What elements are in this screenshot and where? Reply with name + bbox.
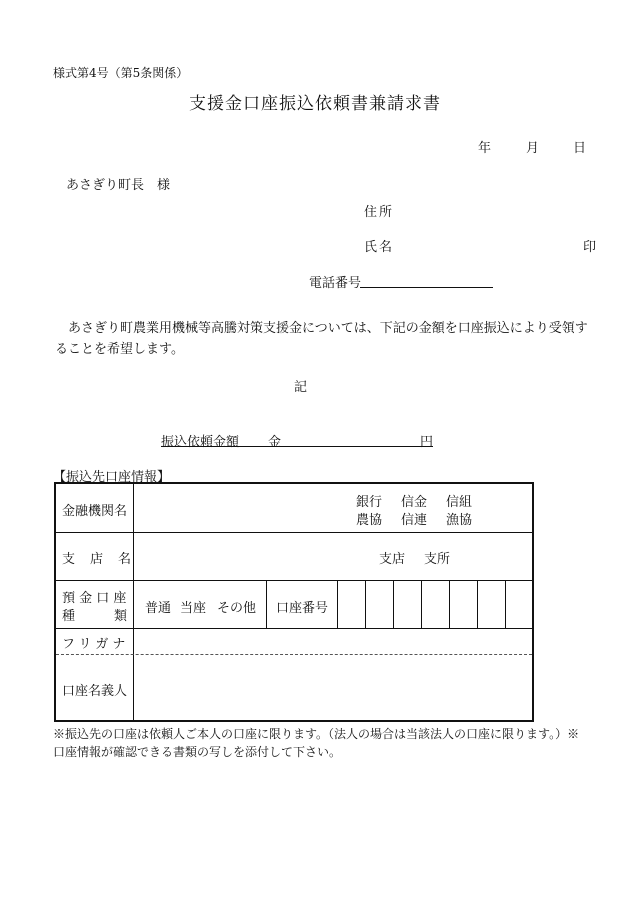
account-digit-box[interactable]	[365, 580, 366, 628]
form-number: 様式第4号（第5条関係）	[53, 66, 189, 80]
phone-field-line[interactable]	[360, 287, 493, 288]
addressee: あさぎり町長 様	[66, 178, 171, 193]
date-year-label: 年	[478, 141, 492, 156]
branch-type-shisho: 支所	[424, 552, 451, 567]
account-section-label: 【振込先口座情報】	[53, 470, 171, 485]
account-digit-box[interactable]	[477, 580, 478, 628]
amount-field-line[interactable]	[161, 446, 433, 447]
amount-kin: 金	[268, 435, 282, 450]
row-divider	[56, 580, 532, 581]
phone-label: 電話番号	[309, 276, 362, 291]
deposit-option-toza[interactable]: 当座	[180, 601, 207, 616]
name-label: 氏名	[364, 240, 395, 255]
account-digit-box[interactable]	[393, 580, 394, 628]
cell-divider	[337, 580, 338, 628]
date-month-label: 月	[526, 141, 540, 156]
amount-label: 振込依頼金額	[161, 435, 240, 450]
label-column-divider	[133, 484, 134, 720]
bank-name-label: 金融機関名	[62, 504, 128, 519]
deposit-option-other[interactable]: その他	[217, 601, 257, 616]
document-title: 支援金口座振込依頼書兼請求書	[189, 94, 441, 114]
ki-heading: 記	[294, 380, 308, 395]
address-label: 住所	[364, 205, 395, 220]
note-line-1: ※振込先の口座は依頼人ご本人の口座に限ります。（法人の場合は当該法人の口座に限ります。）※	[53, 727, 580, 741]
seal-mark: 印	[583, 240, 597, 255]
date-day-label: 日	[573, 141, 587, 156]
request-statement: あさぎり町農業用機械等高騰対策支援金については、下記の金額を口座振込により受領することを希望します。	[55, 321, 588, 357]
bank-type-shinren: 信連	[401, 513, 428, 528]
bank-type-ginko: 銀行	[356, 495, 383, 510]
note-line-2: 口座情報が確認できる書類の写しを添付して下さい。	[53, 745, 342, 759]
bank-type-nokyo: 農協	[356, 513, 383, 528]
row-divider	[56, 532, 532, 533]
bank-type-gyokyo: 漁協	[446, 513, 473, 528]
account-digit-box[interactable]	[421, 580, 422, 628]
bank-type-shinkumi: 信組	[446, 495, 473, 510]
account-digit-box[interactable]	[449, 580, 450, 628]
deposit-type-label-line2: 種 類	[62, 609, 128, 624]
branch-type-shiten: 支店	[379, 552, 406, 567]
account-table	[54, 482, 534, 722]
deposit-option-futsu[interactable]: 普通	[145, 601, 172, 616]
furigana-label: フリガナ	[62, 637, 130, 652]
bank-type-shinkin: 信金	[401, 495, 428, 510]
amount-en: 円	[420, 435, 434, 450]
row-divider	[56, 628, 532, 629]
deposit-type-label-line1: 預 金 口 座	[62, 591, 127, 606]
cell-divider	[266, 580, 267, 628]
account-digit-box[interactable]	[505, 580, 506, 628]
account-holder-label: 口座名義人	[62, 684, 128, 699]
account-number-label: 口座番号	[276, 601, 329, 616]
furigana-divider	[56, 654, 532, 655]
branch-name-label: 支 店 名	[62, 552, 133, 567]
